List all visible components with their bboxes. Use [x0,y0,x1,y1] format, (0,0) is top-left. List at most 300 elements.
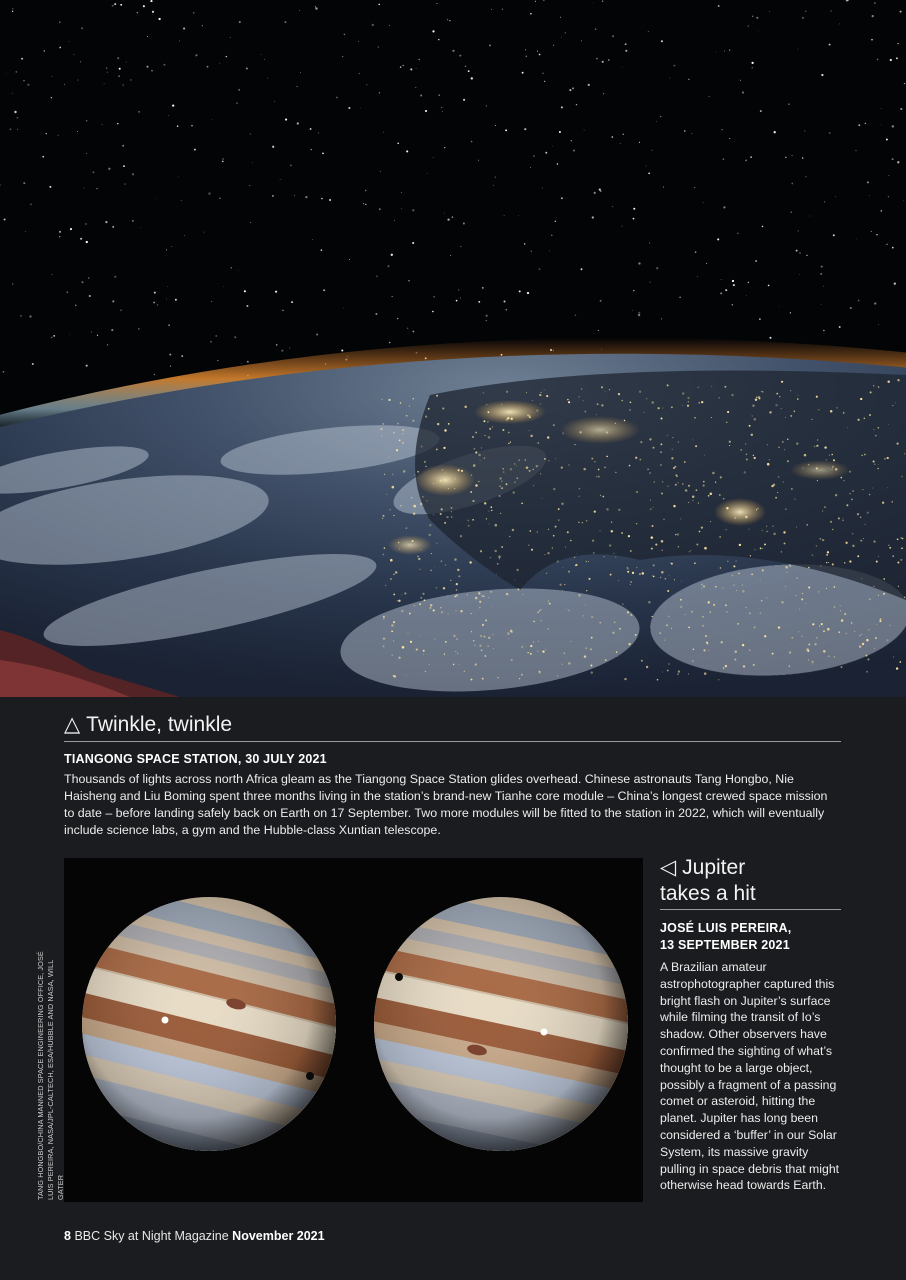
star [820,273,821,274]
city-light [887,639,889,641]
star [408,280,409,281]
star [14,111,16,113]
star [312,239,313,240]
city-light [627,567,628,568]
city-light [478,592,480,594]
city-light [571,641,572,642]
star [439,95,440,96]
city-light [501,480,502,481]
city-light [382,518,383,519]
city-light [674,579,675,580]
star [108,168,110,170]
star [21,58,23,60]
city-light [529,470,531,472]
city-light [783,531,785,533]
city-light [660,464,661,465]
city-light [866,671,868,673]
star [336,97,338,99]
city-light [733,565,735,567]
city-light [564,584,565,585]
city-light [766,526,767,527]
city-light [735,561,736,562]
city-light [448,488,449,489]
city-light [729,441,731,443]
city-light [396,449,398,451]
star [552,146,553,147]
city-light [641,660,643,662]
city-light [422,593,424,595]
star [146,66,148,68]
city-light [499,495,501,497]
city-light [648,601,650,603]
star [168,115,169,116]
star [897,161,899,163]
city-light [662,408,663,409]
city-light [521,646,523,648]
triangle-left-icon: ◁ [660,856,677,879]
city-light [901,476,903,478]
star [217,360,218,361]
city-light [878,464,879,465]
star [84,188,85,189]
star [463,223,465,225]
city-light [592,540,594,542]
star [80,61,81,62]
city-light [553,488,555,490]
city-light [455,651,456,652]
city-light [445,564,447,566]
city-light [530,645,532,647]
twinkle-section [64,711,841,839]
city-light [667,384,669,386]
star [569,89,571,91]
city-light [796,527,797,528]
city-light [845,542,847,544]
city-light [655,544,657,546]
star [725,289,727,291]
star [93,171,95,173]
star [252,162,253,163]
star [752,16,753,17]
photo-credits: TANG HONGBO/CHINA MANNED SPACE ENGINEERING OFFICE, JOSÉ LUIS PEREIRA, NASA/JPL-CALTECH, ESA/HUBBLE AND NASA, WILL GATER [36,951,65,1200]
star [785,157,786,158]
twinkle-title-text: Twinkle, twinkle [86,713,233,736]
star [12,93,13,94]
city-light [603,556,604,557]
city-light [818,409,820,411]
star [74,54,75,55]
star [294,195,295,196]
star [471,77,473,79]
star [249,185,250,186]
city-light [568,571,570,573]
star [96,188,97,189]
city-light [829,455,830,456]
star [805,11,806,12]
city-light [440,607,441,608]
star [321,249,323,251]
star [465,65,467,67]
city-light [715,586,717,588]
city-light [661,540,664,543]
city-light [896,442,898,444]
star [341,350,343,352]
star [363,203,364,204]
city-light [383,637,386,640]
star [531,250,532,251]
city-light [769,459,770,460]
city-light [605,659,607,661]
city-light [804,454,807,457]
star [310,149,312,151]
city-light [630,401,632,403]
city-light [499,477,501,479]
star [600,190,602,192]
star [792,155,793,156]
city-light [751,415,752,416]
city-light [615,423,616,424]
city-light [756,397,757,398]
city-light [453,635,455,637]
city-light [687,397,689,399]
star [858,124,860,126]
star [280,179,281,180]
star [211,119,212,120]
star [522,72,524,74]
star [633,218,635,220]
star [151,70,153,72]
star [365,204,366,205]
star [389,25,390,26]
city-light [529,430,530,431]
star [573,150,575,152]
city-light [629,409,630,410]
star [30,203,32,205]
city-light [636,567,637,568]
city-light [424,599,426,601]
star [790,312,791,313]
star [748,282,750,284]
star [244,290,246,292]
star [410,68,412,70]
city-light [455,610,456,611]
city-light [840,605,841,606]
star [359,73,360,74]
city-light [444,654,445,655]
city-light [785,417,786,418]
city-light [688,401,689,402]
city-light [742,584,743,585]
jupiter-body: A Brazilian amateur astrophotographer captured this bright flash on Jupiter’s surface while filming the transit of Io’s shadow. Other observers have confirmed the sighting of what’s thought to be a large object, possibly a fragment of a passing comet or asteroid, hitting the planet. Jupiter has long been considered a ‘buffer’ in our Solar System, its massive gravity pulling in space debris that might otherwise head towards Earth. [660,960,840,1193]
city-light [388,457,389,458]
star [202,25,203,26]
city-light [754,626,756,628]
star [530,13,532,15]
city-light [518,588,520,590]
star [802,17,804,19]
star [737,233,739,235]
city-light [433,514,434,515]
city-light [444,522,446,524]
city-light [488,646,489,647]
city-light [409,613,411,615]
city-light [816,445,818,447]
city-light [391,630,393,632]
city-light [746,453,748,455]
city-light [883,593,885,595]
city-light [458,575,460,577]
city-light [678,546,679,547]
city-light [874,464,875,465]
star [790,211,792,213]
city-light [628,643,630,645]
star [798,49,799,50]
city-light [873,385,874,386]
star [526,56,528,58]
city-light [474,645,475,646]
city-light [682,483,683,484]
star [207,66,209,68]
star [172,104,174,106]
star [223,286,224,287]
city-light [635,457,637,459]
city-light [399,440,401,442]
city-light [806,648,809,651]
star [250,133,251,134]
city-light [612,632,614,634]
city-light [849,560,851,562]
city-light [531,549,533,551]
city-light [781,551,782,552]
city-light [390,509,391,510]
city-light [521,674,523,676]
star [495,177,496,178]
city-light [888,545,889,546]
star [810,216,811,217]
star [329,199,331,201]
city-light [632,572,634,574]
city-light [864,454,866,456]
star [77,131,78,132]
city-light [583,400,584,401]
city-light [729,445,730,446]
city-light [781,381,783,383]
city-light [510,441,511,442]
city-light [486,404,487,405]
star [524,243,525,244]
star [660,116,661,117]
star [299,10,300,11]
star [117,57,119,59]
city-light [516,569,518,571]
star [504,215,505,216]
city-light [841,666,843,668]
star [542,188,543,189]
city-light [614,622,615,623]
star [663,186,664,187]
city-light [513,491,515,493]
city-light [434,567,435,568]
city-light [783,482,784,483]
city-light [778,447,779,448]
city-light [841,619,844,622]
city-light [467,594,468,595]
city-light [442,407,444,409]
city-light [414,605,415,606]
city-light [567,399,568,400]
star [452,50,454,52]
city-light [384,547,385,548]
star [231,267,232,268]
star [871,231,872,232]
city-light [691,611,693,613]
star [219,197,221,199]
city-light [576,554,577,555]
city-light [557,675,558,676]
star [788,103,789,104]
city-light [585,647,587,649]
star [139,111,140,112]
city-light [430,604,432,606]
star [120,4,122,6]
city-light [523,594,524,595]
star [821,266,823,268]
star [239,21,241,23]
city-light [659,632,661,634]
star [608,59,610,61]
city-light [701,584,703,586]
city-light [876,561,878,563]
star [796,250,798,252]
city-light [840,610,841,611]
city-light [509,536,510,537]
city-light [785,566,788,569]
city-light [530,653,532,655]
city-light [754,457,756,459]
city-light [382,645,384,647]
star [378,46,379,47]
star [272,146,274,148]
city-light [869,414,871,416]
star [880,210,882,212]
city-light [381,436,382,437]
city-light [471,613,472,614]
star [406,150,408,152]
city-light [764,543,766,545]
city-light [642,572,645,575]
city-light [736,590,737,591]
city-light [561,466,563,468]
city-light [421,549,422,550]
city-light [475,451,477,453]
city-light [402,429,404,431]
city-light [866,655,868,657]
city-light [904,597,905,598]
city-light [779,396,780,397]
star [204,232,205,233]
city-light [537,531,538,532]
city-light [436,543,437,544]
city-light [750,555,751,556]
star [823,286,824,287]
city-light [676,476,677,477]
star [342,56,343,57]
city-light [441,611,443,613]
city-light [784,449,785,450]
city-light [639,391,641,393]
city-light [416,649,418,651]
star [222,161,224,163]
city-light [897,538,899,540]
city-light [873,460,875,462]
city-light [484,458,485,459]
star [106,67,107,68]
city-light [491,510,493,512]
city-light [694,417,695,418]
star [400,66,401,67]
star [6,73,7,74]
star [486,320,487,321]
star [315,7,317,9]
city-light [621,532,623,534]
city-light [583,468,586,471]
city-light [501,546,503,548]
city-light [682,392,684,394]
city-light [787,460,789,462]
city-light [726,611,728,613]
city-light [745,443,746,444]
city-light [437,423,439,425]
city-light [864,418,865,419]
city-light [445,473,446,474]
star [441,107,442,108]
city-light [385,585,386,586]
jupiter-photo [64,858,643,1202]
city-light [469,561,471,563]
star [878,325,879,326]
city-light [734,517,736,519]
star [648,31,649,32]
city-light [751,434,753,436]
star [392,296,393,297]
city-light [703,585,705,587]
city-light [565,547,566,548]
star [703,202,704,203]
city-light [743,665,745,667]
star [349,259,350,260]
star [343,308,344,309]
city-light [817,439,818,440]
city-light [420,503,423,506]
city-light [808,659,809,660]
city-light [547,436,550,439]
city-light [630,584,631,585]
star [581,40,582,41]
star [745,160,747,162]
star [894,282,896,284]
city-light [493,648,494,649]
city-light [488,436,491,439]
star [261,54,262,55]
star [12,283,13,284]
city-light [822,626,823,627]
jupiter-title-line1: Jupiter [682,856,746,879]
star [684,130,686,132]
city-light [579,396,580,397]
city-light [593,552,594,553]
city-light [653,481,655,483]
star [282,310,283,311]
